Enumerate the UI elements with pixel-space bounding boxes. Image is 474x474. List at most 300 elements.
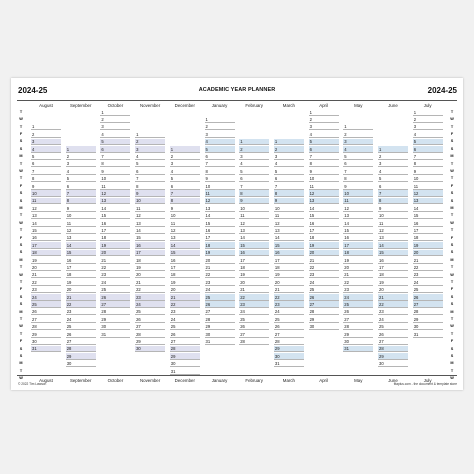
day-cell[interactable]: [309, 279, 339, 286]
day-cell[interactable]: [170, 153, 200, 160]
day-cell[interactable]: [274, 242, 304, 249]
day-cell[interactable]: [413, 272, 443, 279]
day-cell[interactable]: [274, 198, 304, 205]
day-cell[interactable]: [135, 272, 165, 279]
day-cell[interactable]: [413, 235, 443, 242]
day-cell[interactable]: [205, 124, 235, 131]
day-cell[interactable]: [413, 279, 443, 286]
day-cell[interactable]: [309, 309, 339, 316]
day-cell[interactable]: [31, 250, 61, 257]
day-cell[interactable]: [31, 227, 61, 234]
day-cell[interactable]: [309, 190, 339, 197]
day-cell[interactable]: [378, 279, 408, 286]
day-cell[interactable]: [239, 294, 269, 301]
day-cell[interactable]: [378, 242, 408, 249]
day-cell[interactable]: [378, 301, 408, 308]
day-cell[interactable]: [31, 294, 61, 301]
day-cell[interactable]: [343, 124, 373, 131]
day-cell[interactable]: [378, 146, 408, 153]
day-cell[interactable]: [135, 242, 165, 249]
day-cell[interactable]: [413, 242, 443, 249]
day-cell[interactable]: [413, 213, 443, 220]
day-cell[interactable]: [170, 346, 200, 353]
day-cell[interactable]: [100, 220, 130, 227]
day-cell[interactable]: [239, 257, 269, 264]
day-cell[interactable]: [100, 324, 130, 331]
day-cell[interactable]: [170, 220, 200, 227]
day-cell[interactable]: [31, 220, 61, 227]
day-cell[interactable]: [309, 294, 339, 301]
day-cell[interactable]: [309, 161, 339, 168]
day-cell[interactable]: [378, 250, 408, 257]
day-cell[interactable]: [274, 139, 304, 146]
day-cell[interactable]: [274, 301, 304, 308]
day-cell[interactable]: [309, 316, 339, 323]
day-cell[interactable]: [343, 161, 373, 168]
day-cell[interactable]: [31, 338, 61, 345]
day-cell[interactable]: [135, 198, 165, 205]
day-cell[interactable]: [170, 190, 200, 197]
day-cell[interactable]: [309, 242, 339, 249]
day-cell[interactable]: [66, 190, 96, 197]
day-cell[interactable]: [100, 213, 130, 220]
day-cell[interactable]: [170, 250, 200, 257]
day-cell[interactable]: [205, 331, 235, 338]
day-cell[interactable]: [343, 198, 373, 205]
day-cell[interactable]: [413, 257, 443, 264]
day-cell[interactable]: [239, 264, 269, 271]
day-cell[interactable]: [100, 161, 130, 168]
day-cell[interactable]: [309, 220, 339, 227]
day-cell[interactable]: [343, 139, 373, 146]
day-cell[interactable]: [135, 213, 165, 220]
day-cell[interactable]: [343, 183, 373, 190]
day-cell[interactable]: [100, 316, 130, 323]
day-cell[interactable]: [239, 250, 269, 257]
day-cell[interactable]: [31, 242, 61, 249]
day-cell[interactable]: [274, 346, 304, 353]
day-cell[interactable]: [66, 161, 96, 168]
day-cell[interactable]: [239, 338, 269, 345]
day-cell[interactable]: [274, 316, 304, 323]
day-cell[interactable]: [239, 324, 269, 331]
day-cell[interactable]: [66, 331, 96, 338]
day-cell[interactable]: [343, 316, 373, 323]
day-cell[interactable]: [135, 294, 165, 301]
day-cell[interactable]: [343, 324, 373, 331]
day-cell[interactable]: [100, 294, 130, 301]
day-cell[interactable]: [66, 361, 96, 368]
day-cell[interactable]: [274, 213, 304, 220]
day-cell[interactable]: [100, 301, 130, 308]
day-cell[interactable]: [205, 146, 235, 153]
day-cell[interactable]: [239, 220, 269, 227]
day-cell[interactable]: [309, 109, 339, 116]
day-cell[interactable]: [239, 198, 269, 205]
day-cell[interactable]: [378, 346, 408, 353]
day-cell[interactable]: [66, 294, 96, 301]
day-cell[interactable]: [205, 272, 235, 279]
day-cell[interactable]: [66, 205, 96, 212]
day-cell[interactable]: [413, 287, 443, 294]
day-cell[interactable]: [413, 294, 443, 301]
day-cell[interactable]: [343, 220, 373, 227]
day-cell[interactable]: [135, 324, 165, 331]
day-cell[interactable]: [413, 139, 443, 146]
day-cell[interactable]: [170, 331, 200, 338]
day-cell[interactable]: [343, 213, 373, 220]
day-cell[interactable]: [239, 168, 269, 175]
day-cell[interactable]: [31, 183, 61, 190]
day-cell[interactable]: [170, 235, 200, 242]
day-cell[interactable]: [205, 139, 235, 146]
day-cell[interactable]: [66, 227, 96, 234]
day-cell[interactable]: [309, 183, 339, 190]
day-cell[interactable]: [239, 331, 269, 338]
day-cell[interactable]: [378, 338, 408, 345]
day-cell[interactable]: [274, 279, 304, 286]
day-cell[interactable]: [66, 338, 96, 345]
day-cell[interactable]: [66, 198, 96, 205]
day-cell[interactable]: [66, 346, 96, 353]
day-cell[interactable]: [343, 205, 373, 212]
day-cell[interactable]: [205, 257, 235, 264]
day-cell[interactable]: [309, 131, 339, 138]
day-cell[interactable]: [274, 257, 304, 264]
day-cell[interactable]: [343, 301, 373, 308]
day-cell[interactable]: [309, 139, 339, 146]
day-cell[interactable]: [205, 279, 235, 286]
day-cell[interactable]: [66, 316, 96, 323]
day-cell[interactable]: [100, 331, 130, 338]
day-cell[interactable]: [239, 279, 269, 286]
day-cell[interactable]: [66, 242, 96, 249]
day-cell[interactable]: [66, 272, 96, 279]
day-cell[interactable]: [100, 109, 130, 116]
day-cell[interactable]: [309, 198, 339, 205]
day-cell[interactable]: [239, 242, 269, 249]
day-cell[interactable]: [413, 161, 443, 168]
day-cell[interactable]: [205, 198, 235, 205]
day-cell[interactable]: [343, 227, 373, 234]
day-cell[interactable]: [66, 168, 96, 175]
day-cell[interactable]: [343, 294, 373, 301]
day-cell[interactable]: [31, 198, 61, 205]
day-cell[interactable]: [413, 168, 443, 175]
day-cell[interactable]: [274, 220, 304, 227]
day-cell[interactable]: [135, 153, 165, 160]
day-cell[interactable]: [343, 264, 373, 271]
day-cell[interactable]: [274, 235, 304, 242]
day-cell[interactable]: [309, 176, 339, 183]
day-cell[interactable]: [413, 309, 443, 316]
day-cell[interactable]: [135, 235, 165, 242]
day-cell[interactable]: [205, 242, 235, 249]
day-cell[interactable]: [66, 287, 96, 294]
day-cell[interactable]: [413, 220, 443, 227]
day-cell[interactable]: [239, 213, 269, 220]
day-cell[interactable]: [378, 294, 408, 301]
day-cell[interactable]: [413, 124, 443, 131]
day-cell[interactable]: [239, 183, 269, 190]
day-cell[interactable]: [31, 176, 61, 183]
day-cell[interactable]: [274, 324, 304, 331]
day-cell[interactable]: [31, 279, 61, 286]
day-cell[interactable]: [413, 324, 443, 331]
day-cell[interactable]: [100, 153, 130, 160]
day-cell[interactable]: [66, 235, 96, 242]
day-cell[interactable]: [343, 257, 373, 264]
day-cell[interactable]: [274, 361, 304, 368]
day-cell[interactable]: [100, 190, 130, 197]
day-cell[interactable]: [135, 279, 165, 286]
day-cell[interactable]: [170, 264, 200, 271]
day-cell[interactable]: [343, 190, 373, 197]
day-cell[interactable]: [274, 287, 304, 294]
day-cell[interactable]: [309, 153, 339, 160]
day-cell[interactable]: [274, 146, 304, 153]
day-cell[interactable]: [100, 272, 130, 279]
day-cell[interactable]: [413, 153, 443, 160]
day-cell[interactable]: [31, 346, 61, 353]
day-cell[interactable]: [378, 168, 408, 175]
day-cell[interactable]: [343, 250, 373, 257]
day-cell[interactable]: [378, 161, 408, 168]
day-cell[interactable]: [378, 220, 408, 227]
day-cell[interactable]: [170, 213, 200, 220]
day-cell[interactable]: [239, 235, 269, 242]
day-cell[interactable]: [170, 361, 200, 368]
day-cell[interactable]: [378, 353, 408, 360]
day-cell[interactable]: [309, 287, 339, 294]
day-cell[interactable]: [413, 316, 443, 323]
day-cell[interactable]: [100, 257, 130, 264]
day-cell[interactable]: [170, 294, 200, 301]
day-cell[interactable]: [239, 272, 269, 279]
day-cell[interactable]: [274, 161, 304, 168]
day-cell[interactable]: [413, 146, 443, 153]
day-cell[interactable]: [274, 309, 304, 316]
day-cell[interactable]: [239, 316, 269, 323]
day-cell[interactable]: [205, 324, 235, 331]
day-cell[interactable]: [135, 250, 165, 257]
day-cell[interactable]: [205, 153, 235, 160]
day-cell[interactable]: [274, 205, 304, 212]
day-cell[interactable]: [205, 264, 235, 271]
day-cell[interactable]: [274, 338, 304, 345]
day-cell[interactable]: [309, 235, 339, 242]
day-cell[interactable]: [66, 146, 96, 153]
day-cell[interactable]: [31, 316, 61, 323]
day-cell[interactable]: [66, 309, 96, 316]
day-cell[interactable]: [31, 168, 61, 175]
day-cell[interactable]: [66, 279, 96, 286]
day-cell[interactable]: [135, 168, 165, 175]
day-cell[interactable]: [135, 220, 165, 227]
day-cell[interactable]: [135, 161, 165, 168]
day-cell[interactable]: [170, 242, 200, 249]
day-cell[interactable]: [343, 235, 373, 242]
day-cell[interactable]: [274, 168, 304, 175]
day-cell[interactable]: [31, 213, 61, 220]
day-cell[interactable]: [135, 139, 165, 146]
day-cell[interactable]: [274, 331, 304, 338]
day-cell[interactable]: [343, 346, 373, 353]
day-cell[interactable]: [274, 153, 304, 160]
day-cell[interactable]: [274, 176, 304, 183]
day-cell[interactable]: [205, 227, 235, 234]
day-cell[interactable]: [309, 264, 339, 271]
day-cell[interactable]: [100, 205, 130, 212]
day-cell[interactable]: [31, 124, 61, 131]
day-cell[interactable]: [378, 361, 408, 368]
day-cell[interactable]: [31, 287, 61, 294]
day-cell[interactable]: [378, 309, 408, 316]
day-cell[interactable]: [205, 116, 235, 123]
day-cell[interactable]: [309, 124, 339, 131]
day-cell[interactable]: [100, 250, 130, 257]
day-cell[interactable]: [413, 176, 443, 183]
day-cell[interactable]: [343, 309, 373, 316]
day-cell[interactable]: [100, 242, 130, 249]
day-cell[interactable]: [135, 131, 165, 138]
day-cell[interactable]: [274, 183, 304, 190]
day-cell[interactable]: [66, 257, 96, 264]
day-cell[interactable]: [135, 190, 165, 197]
day-cell[interactable]: [135, 287, 165, 294]
day-cell[interactable]: [31, 205, 61, 212]
day-cell[interactable]: [378, 198, 408, 205]
day-cell[interactable]: [309, 213, 339, 220]
day-cell[interactable]: [100, 116, 130, 123]
day-cell[interactable]: [31, 301, 61, 308]
day-cell[interactable]: [135, 183, 165, 190]
day-cell[interactable]: [413, 131, 443, 138]
day-cell[interactable]: [239, 139, 269, 146]
day-cell[interactable]: [135, 316, 165, 323]
day-cell[interactable]: [170, 324, 200, 331]
day-cell[interactable]: [170, 279, 200, 286]
day-cell[interactable]: [66, 213, 96, 220]
day-cell[interactable]: [100, 124, 130, 131]
day-cell[interactable]: [205, 301, 235, 308]
day-cell[interactable]: [135, 301, 165, 308]
day-cell[interactable]: [378, 205, 408, 212]
day-cell[interactable]: [31, 272, 61, 279]
day-cell[interactable]: [100, 139, 130, 146]
day-cell[interactable]: [309, 324, 339, 331]
day-cell[interactable]: [135, 338, 165, 345]
day-cell[interactable]: [309, 301, 339, 308]
day-cell[interactable]: [239, 227, 269, 234]
day-cell[interactable]: [309, 146, 339, 153]
day-cell[interactable]: [100, 183, 130, 190]
day-cell[interactable]: [343, 338, 373, 345]
day-cell[interactable]: [100, 227, 130, 234]
day-cell[interactable]: [31, 153, 61, 160]
day-cell[interactable]: [66, 250, 96, 257]
day-cell[interactable]: [66, 183, 96, 190]
day-cell[interactable]: [413, 190, 443, 197]
day-cell[interactable]: [239, 176, 269, 183]
day-cell[interactable]: [343, 146, 373, 153]
day-cell[interactable]: [413, 301, 443, 308]
day-cell[interactable]: [66, 153, 96, 160]
day-cell[interactable]: [205, 213, 235, 220]
day-cell[interactable]: [66, 353, 96, 360]
day-cell[interactable]: [343, 287, 373, 294]
day-cell[interactable]: [378, 235, 408, 242]
day-cell[interactable]: [31, 131, 61, 138]
day-cell[interactable]: [378, 257, 408, 264]
day-cell[interactable]: [205, 131, 235, 138]
day-cell[interactable]: [413, 250, 443, 257]
day-cell[interactable]: [309, 116, 339, 123]
day-cell[interactable]: [135, 146, 165, 153]
day-cell[interactable]: [66, 220, 96, 227]
day-cell[interactable]: [343, 331, 373, 338]
day-cell[interactable]: [135, 346, 165, 353]
day-cell[interactable]: [170, 205, 200, 212]
day-cell[interactable]: [100, 131, 130, 138]
day-cell[interactable]: [413, 198, 443, 205]
day-cell[interactable]: [31, 309, 61, 316]
day-cell[interactable]: [170, 272, 200, 279]
day-cell[interactable]: [66, 301, 96, 308]
day-cell[interactable]: [135, 257, 165, 264]
day-cell[interactable]: [309, 272, 339, 279]
day-cell[interactable]: [170, 309, 200, 316]
day-cell[interactable]: [31, 257, 61, 264]
day-cell[interactable]: [378, 272, 408, 279]
day-cell[interactable]: [413, 183, 443, 190]
day-cell[interactable]: [378, 213, 408, 220]
day-cell[interactable]: [100, 264, 130, 271]
day-cell[interactable]: [66, 324, 96, 331]
day-cell[interactable]: [31, 190, 61, 197]
day-cell[interactable]: [378, 227, 408, 234]
day-cell[interactable]: [170, 198, 200, 205]
day-cell[interactable]: [378, 190, 408, 197]
day-cell[interactable]: [239, 309, 269, 316]
day-cell[interactable]: [205, 161, 235, 168]
day-cell[interactable]: [413, 116, 443, 123]
day-cell[interactable]: [31, 139, 61, 146]
day-cell[interactable]: [343, 272, 373, 279]
day-cell[interactable]: [100, 287, 130, 294]
day-cell[interactable]: [170, 176, 200, 183]
day-cell[interactable]: [170, 161, 200, 168]
day-cell[interactable]: [31, 264, 61, 271]
day-cell[interactable]: [170, 168, 200, 175]
day-cell[interactable]: [343, 242, 373, 249]
day-cell[interactable]: [274, 264, 304, 271]
day-cell[interactable]: [100, 176, 130, 183]
day-cell[interactable]: [413, 227, 443, 234]
day-cell[interactable]: [239, 287, 269, 294]
day-cell[interactable]: [135, 205, 165, 212]
day-cell[interactable]: [100, 279, 130, 286]
day-cell[interactable]: [343, 279, 373, 286]
day-cell[interactable]: [170, 316, 200, 323]
day-cell[interactable]: [378, 316, 408, 323]
day-cell[interactable]: [205, 250, 235, 257]
day-cell[interactable]: [413, 205, 443, 212]
day-cell[interactable]: [135, 227, 165, 234]
day-cell[interactable]: [343, 153, 373, 160]
day-cell[interactable]: [378, 287, 408, 294]
day-cell[interactable]: [170, 368, 200, 375]
